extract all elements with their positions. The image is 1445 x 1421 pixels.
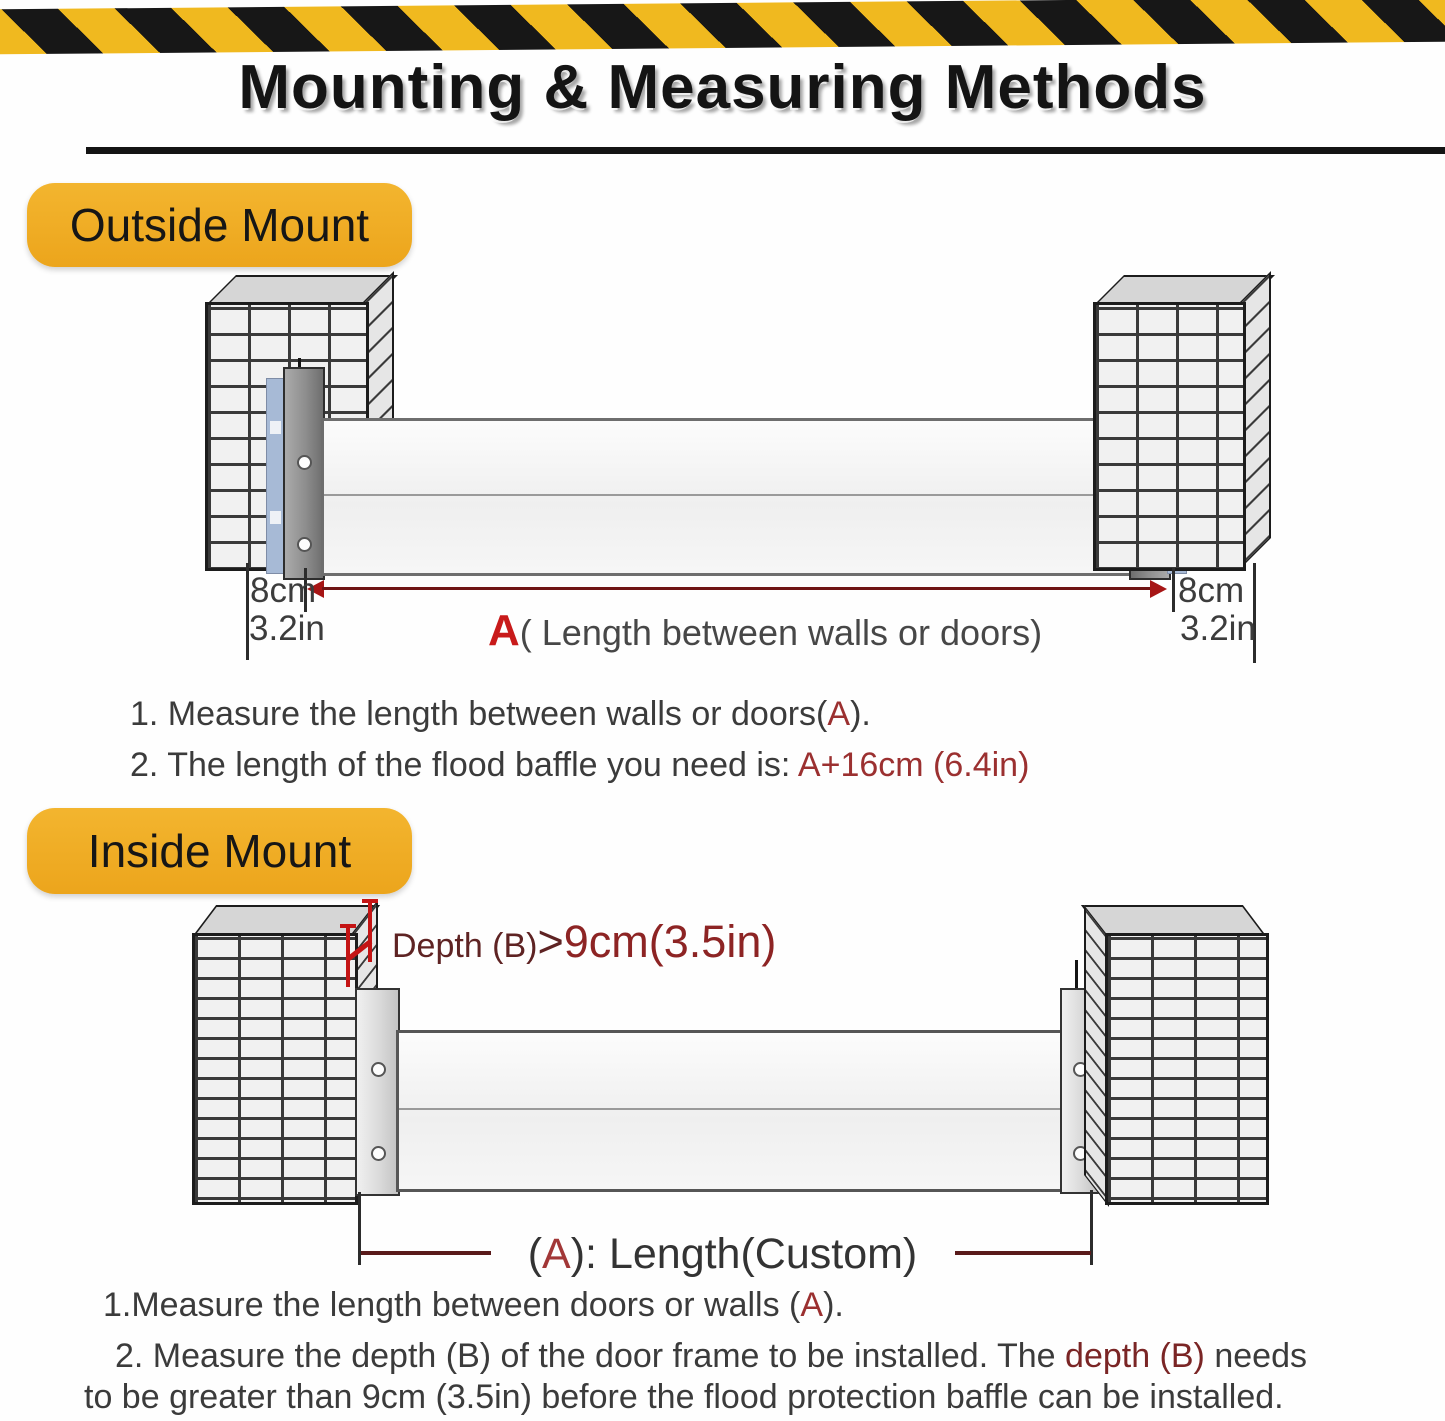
anchor-rod (1075, 960, 1078, 988)
flood-barrier-inside (396, 1030, 1066, 1192)
depth-bracket-icon (368, 902, 372, 962)
dim-left-cm: 8cm (250, 571, 317, 610)
step-text: ). (850, 695, 871, 733)
inside-step-2-line-1 (115, 1337, 1307, 1376)
dimension-arrow-line (322, 587, 1150, 590)
inside-left-pillar-front (192, 933, 358, 1205)
inside-right-pillar-front (1105, 933, 1269, 1205)
inside-mount-badge (27, 808, 412, 894)
screw-hole (297, 537, 312, 552)
title-underline (86, 147, 1445, 154)
step-highlight: depth (B) (1065, 1337, 1205, 1375)
barrier-seam (399, 1108, 1063, 1110)
step-text: ). (823, 1286, 844, 1324)
arrow-right-icon (1150, 580, 1167, 598)
span-a-text: ( Length between walls or doors) (519, 612, 1043, 653)
step-highlight: A+16cm (6.4in) (797, 746, 1030, 784)
outside-right-pillar-front (1093, 302, 1246, 571)
outside-mount-badge-label: Outside Mount (69, 199, 370, 251)
flood-barrier-outside (321, 418, 1135, 576)
inside-mount-badge-label: Inside Mount (87, 825, 352, 877)
outside-mount-badge (27, 183, 412, 267)
outside-left-mount-channel (283, 367, 325, 580)
label-a-letter: A (542, 1230, 571, 1278)
outside-step-1 (130, 695, 871, 734)
screw-hole (371, 1146, 386, 1161)
dim-tick (1172, 568, 1175, 612)
depth-b-label (392, 916, 776, 968)
step-text: 1. Measure the length between walls or doors( (130, 695, 828, 733)
step-text: 1.Measure the length between doors or walls ( (103, 1286, 801, 1324)
length-custom-label (0, 1230, 1445, 1279)
outside-step-2 (130, 746, 1029, 785)
depth-label-text: Depth (B) (392, 927, 538, 965)
dim-right-cm: 8cm (1178, 571, 1245, 610)
span-a-label (488, 606, 1042, 656)
inside-left-mount-channel (355, 988, 400, 1196)
seal-slot (270, 421, 281, 434)
step-text: needs (1204, 1337, 1307, 1375)
inside-step-2-line-2: to be greater than 9cm (3.5in) before the flood protection baffle can be installed. (84, 1378, 1284, 1416)
screw-hole (371, 1062, 386, 1077)
barrier-seam (324, 494, 1132, 496)
step-text: 2. The length of the flood baffle you need is: (130, 746, 798, 784)
dim-left-in: 3.2in (249, 609, 325, 648)
step-text: 2. Measure the depth (B) of the door frame to be installed. The (115, 1337, 1066, 1375)
screw-hole (297, 455, 312, 470)
depth-value-text: 9cm(3.5in) (563, 916, 777, 967)
depth-bracket-icon (362, 899, 378, 903)
seal-slot (270, 511, 281, 524)
dim-right-in: 3.2in (1180, 609, 1256, 648)
page-title: Mounting & Measuring Methods (238, 53, 1207, 122)
label-text: ): Length(Custom) (570, 1230, 918, 1278)
step-highlight: A (827, 695, 851, 733)
hazard-stripe-banner (0, 0, 1445, 54)
span-a-letter: A (488, 606, 520, 655)
depth-bracket-icon (340, 924, 356, 928)
label-text: ( (527, 1230, 543, 1278)
inside-step-1 (103, 1286, 844, 1325)
step-highlight: A (800, 1286, 824, 1324)
greater-than-sign: > (537, 916, 564, 967)
